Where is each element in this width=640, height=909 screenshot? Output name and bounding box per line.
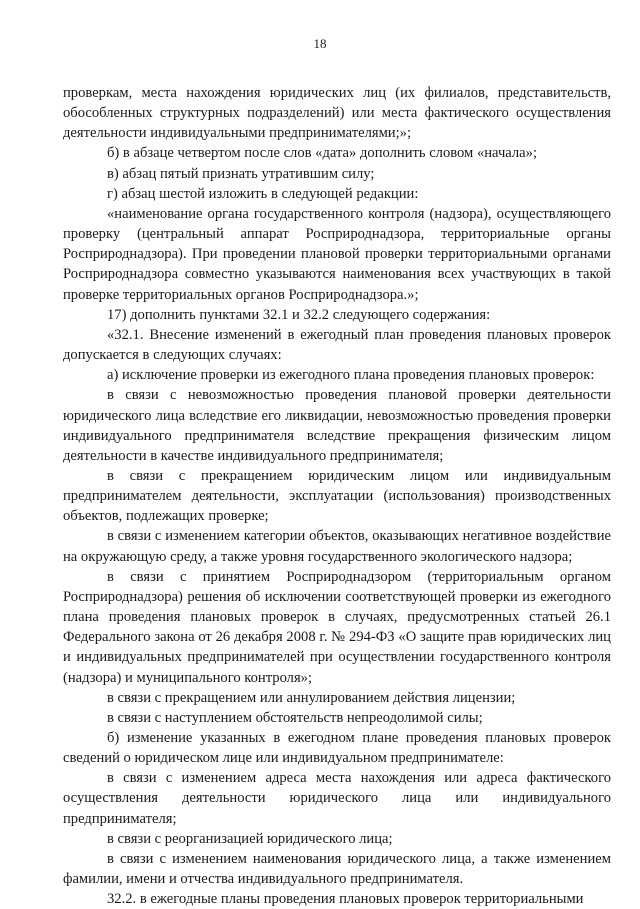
paragraph: в связи с изменением наименования юридического лица, а также изменением фамилии, имени и отчества индивидуального предпринимателя. <box>63 850 611 888</box>
paragraph: в) абзац пятый признать утратившим силу; <box>107 165 375 182</box>
document-body <box>63 83 611 909</box>
paragraph: а) исключение проверки из ежегодного плана проведения плановых проверок: <box>107 367 595 384</box>
paragraph: проверкам, места нахождения юридических лиц (их филиалов, представительств, обособленных структурных подразделений) или места фактического осуществления деятельности индивидуальными предпринимателями;»; <box>63 85 611 142</box>
paragraph: в связи с наступлением обстоятельств непреодолимой силы; <box>107 709 483 726</box>
paragraph: «32.1. Внесение изменений в ежегодный план проведения плановых проверок допускается в следующих случаях: <box>63 326 611 364</box>
page-number: 18 <box>313 36 327 51</box>
paragraph: б) изменение указанных в ежегодном плане проведения плановых проверок сведений о юридическом лице или индивидуальном предпринимателе: <box>63 730 611 767</box>
paragraph: в связи с невозможностью проведения плановой проверки деятельности юридического лица вследствие его ликвидации, невозможностью проведения проверки индивидуального предпринимателя вследствие прекращения физическим лицом деятельности в качестве индивидуального предпринимателя; <box>63 387 611 464</box>
paragraph: 32.2. в ежегодные планы проведения плановых проверок территориальными <box>107 891 584 908</box>
paragraph: 17) дополнить пунктами 32.1 и 32.2 следующего содержания: <box>107 306 491 323</box>
paragraph: в связи с изменением адреса места нахождения или адреса фактического осуществления деятельности юридического лица или индивидуального предпринимателя; <box>63 770 611 827</box>
paragraph: в связи с реорганизацией юридического лица; <box>107 830 393 847</box>
paragraph: в связи с прекращением или аннулированием действия лицензии; <box>107 689 516 706</box>
paragraph: г) абзац шестой изложить в следующей редакции: <box>107 185 419 202</box>
paragraph: в связи с прекращением юридическим лицом или индивидуальным предпринимателем деятельности, эксплуатации (использования) производственных объектов, подлежащих проверке; <box>63 467 611 525</box>
paragraph: в связи с принятием Росприроднадзором (территориальным органом Росприроднадзора) решения об исключении соответствующей проверки из ежегодного плана проведения плановых проверок в случаях, предусмотренных статьей 26.1 Федерального закона от 26 декабря 2008 г. № 294-ФЗ «О защите прав юридических лиц и индивидуальных предпринимателей при осуществлении государственного контроля (надзора) и муниципального контроля»; <box>63 568 611 686</box>
paragraph: «наименование органа государственного контроля (надзора), осуществляющего проверку (центральный аппарат Росприроднадзора, территориальные органы Росприроднадзора). При проведении плановой проверки территориальными органами Росприроднадзора совместно указываются наименования всех участвующих в такой проверке территориальных органов Росприроднадзора.»; <box>63 205 611 303</box>
paragraph: в связи с изменением категории объектов, оказывающих негативное воздействие на окружающую среду, а также уровня государственного экологического надзора; <box>63 528 611 565</box>
paragraph: б) в абзаце четвертом после слов «дата» дополнить словом «начала»; <box>107 145 538 162</box>
